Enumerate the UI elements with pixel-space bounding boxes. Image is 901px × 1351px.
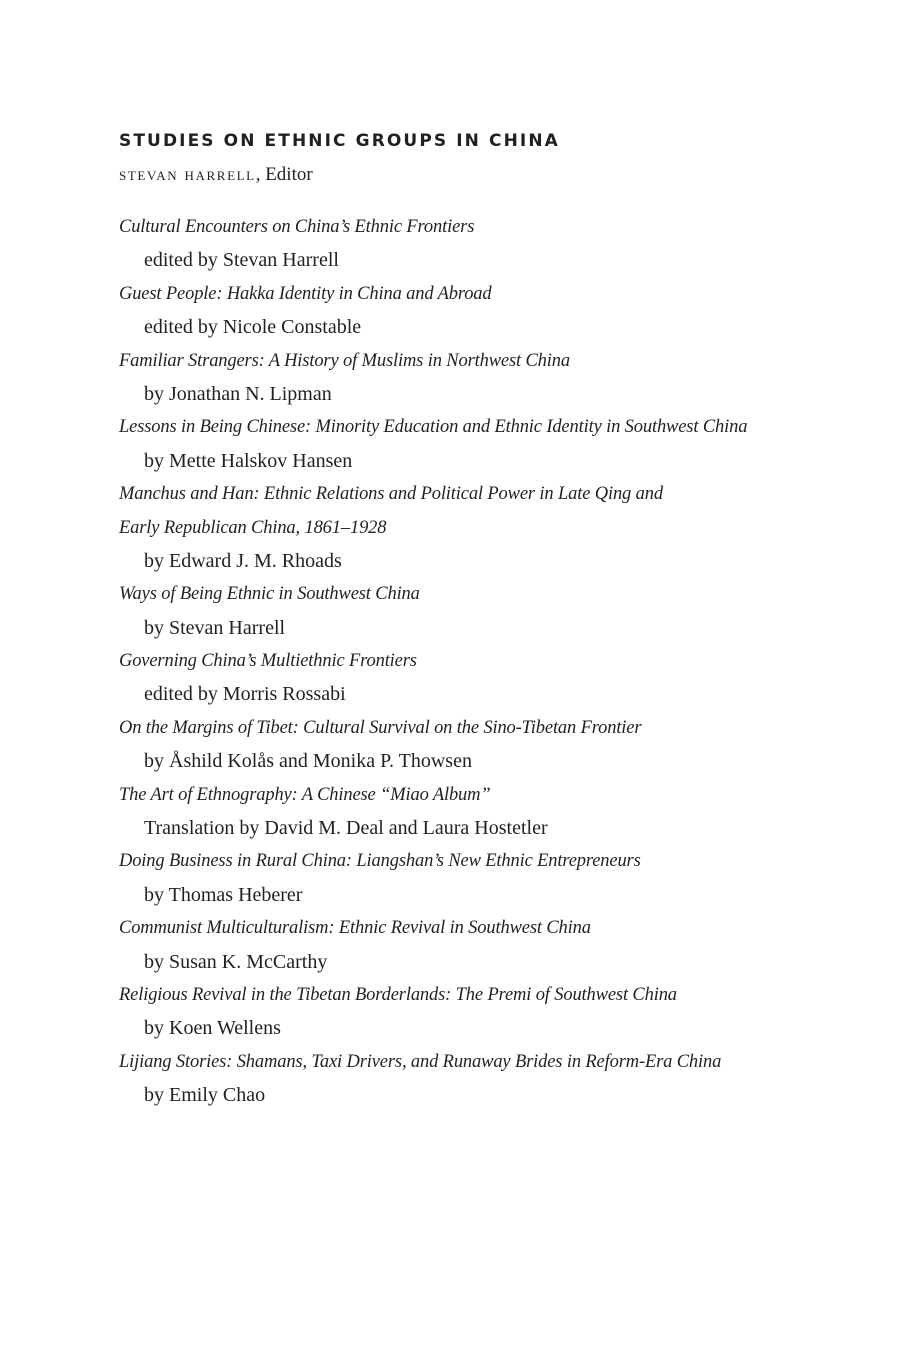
book-title: Lessons in Being Chinese: Minority Education and Ethnic Identity in Southwest China (119, 417, 748, 438)
book-author: edited by Stevan Harrell (144, 249, 339, 272)
book-list (119, 211, 747, 1113)
book-author: by Koen Wellens (144, 1017, 281, 1040)
series-editor (119, 162, 313, 188)
book-title: Lijiang Stories: Shamans, Taxi Drivers, and Runaway Brides in Reform-Era China (119, 1051, 722, 1072)
book-title: The Art of Ethnography: A Chinese “Miao Album” (119, 784, 491, 805)
series-title: STUDIES ON ETHNIC GROUPS IN CHINA (119, 131, 560, 151)
book-title: Familiar Strangers: A History of Muslims in Northwest China (119, 350, 570, 371)
book-author: by Emily Chao (144, 1084, 266, 1107)
book-author: by Stevan Harrell (144, 616, 286, 639)
book-title: Manchus and Han: Ethnic Relations and Political Power in Late Qing and (119, 484, 663, 505)
book-author: by Susan K. McCarthy (144, 950, 328, 973)
book-entry (119, 478, 747, 578)
book-title: Communist Multiculturalism: Ethnic Revival in Southwest China (119, 918, 591, 939)
book-entry (119, 979, 747, 1046)
series-editor-name: stevan harrell (119, 164, 256, 185)
book-entry (119, 278, 747, 345)
book-entry (119, 1046, 747, 1113)
book-title: Cultural Encounters on China’s Ethnic Frontiers (119, 217, 475, 237)
book-author: by Åshild Kolås and Monika P. Thowsen (144, 750, 472, 773)
series-editor-role: , Editor (255, 164, 313, 185)
book-author: edited by Morris Rossabi (144, 683, 346, 706)
book-entry (119, 345, 747, 412)
book-title: Doing Business in Rural China: Liangshan’s New Ethnic Entrepreneurs (119, 851, 641, 872)
book-entry (119, 411, 747, 478)
book-author: by Thomas Heberer (144, 883, 303, 906)
book-author: by Mette Halskov Hansen (144, 449, 353, 472)
book-title: Guest People: Hakka Identity in China and Abroad (119, 283, 492, 304)
book-author: by Jonathan N. Lipman (144, 382, 332, 405)
book-entry (119, 578, 747, 645)
book-author: Translation by David M. Deal and Laura Hostetler (144, 817, 548, 840)
book-title: Governing China’s Multiethnic Frontiers (119, 651, 417, 672)
book-entry (119, 779, 747, 846)
book-title: Religious Revival in the Tibetan Borderlands: The Premi of Southwest China (119, 984, 677, 1005)
book-author: by Edward J. M. Rhoads (144, 549, 342, 572)
book-title: Ways of Being Ethnic in Southwest China (119, 584, 420, 605)
book-title: On the Margins of Tibet: Cultural Survival on the Sino-Tibetan Frontier (119, 717, 642, 738)
book-author: edited by Nicole Constable (144, 316, 362, 339)
book-entry (119, 645, 747, 712)
book-title: Early Republican China, 1861–1928 (119, 517, 387, 538)
book-entry (119, 712, 747, 779)
book-entry (119, 845, 747, 912)
book-entry (119, 211, 747, 278)
book-entry (119, 912, 747, 979)
